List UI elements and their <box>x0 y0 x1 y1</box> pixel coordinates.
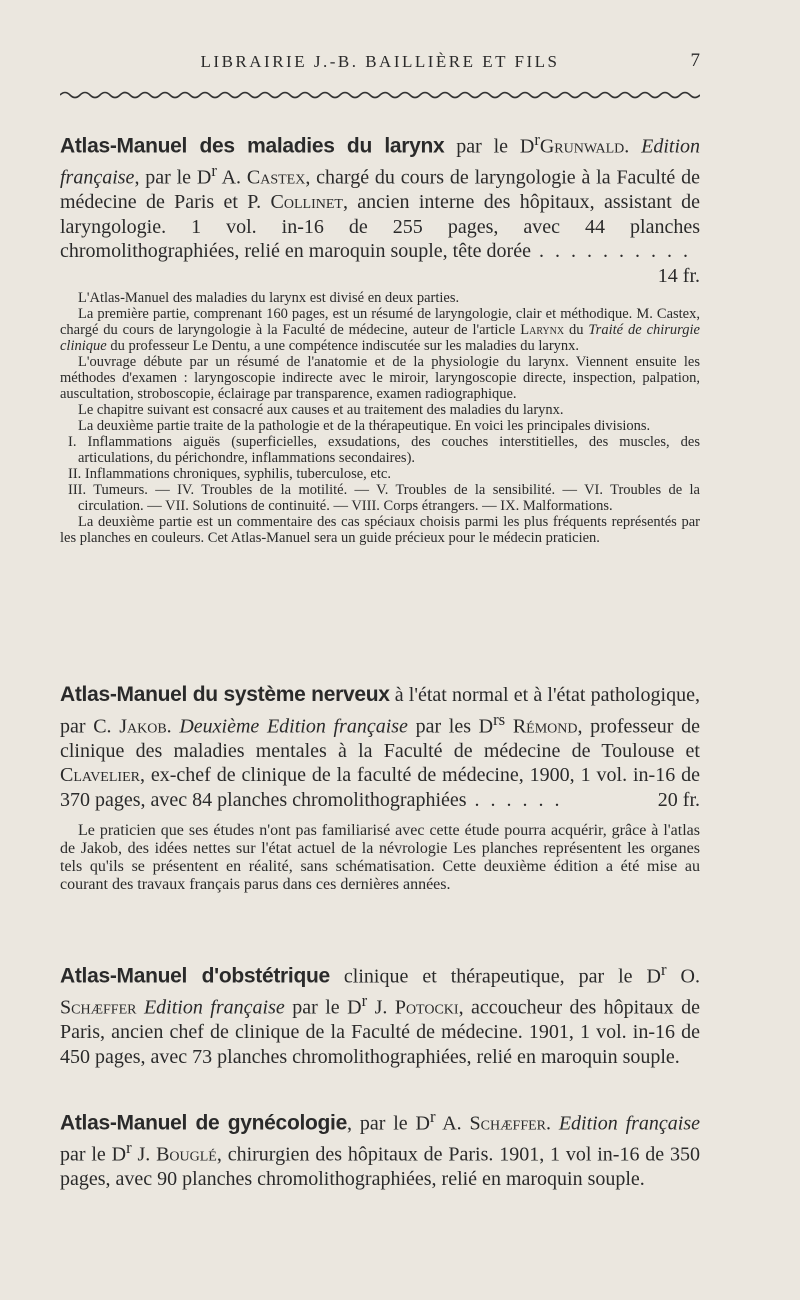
entry-gynecologie: Atlas-Manuel de gynécologie, par le $D^r$ A. Schæffer. Edition française par le $D^r$ J. Bouglé, chirurgien des hôpitaux de Paris. 1901, 1 vol in-16 de 350 pages, avec 90 planches chromolithographiées, relié en maroquin souple. <box>60 1107 701 1191</box>
translator-name: Collinet <box>270 191 343 214</box>
entry-title: Atlas-Manuel du système nerveux <box>60 683 390 706</box>
author-name: Jakob <box>119 715 167 738</box>
translator-name: Bouglé <box>156 1143 217 1166</box>
page-number: 7 <box>690 50 700 71</box>
price: 14 fr. <box>657 264 700 287</box>
translator-name: Potocki <box>394 996 459 1019</box>
translator-name: Clavelier <box>60 764 140 787</box>
page <box>60 0 700 1300</box>
entry-title: Atlas-Manuel d'obstétrique <box>60 964 330 988</box>
page-header <box>60 50 700 80</box>
author-name: Grunwald <box>539 135 625 158</box>
translator-name: Castex <box>246 166 306 189</box>
entry-systeme-nerveux-description: Le praticien que ses études n'ont pas familiarisé avec cette étude pourra acquérir, grâce à l'atlas de Jakob, des idées nettes sur l'état actuel de la névrologie Les planches représentent les organes tels qu'ils se présentent en réalité, sans schématisation. Cette deuxième édition a été mise au courant des travaux français parus dans ces dernières années. <box>60 822 700 893</box>
entry-larynx: Atlas-Manuel des maladies du larynx par le $D^rGrunwald$. Edition française, par le $D^r$ A. Castex, chargé du cours de laryngologie à la Faculté de médecine de Paris et P. Collinet, ancien interne des hôpitaux, assistant de laryngologie. 1 vol. in-16 de 255 pages, avec 44 planches chromolithographiées, relié en maroquin souple, tête dorée . . . . . . . . . . 14 fr. <box>60 130 701 287</box>
entry-obstetrique: Atlas-Manuel d'obstétrique clinique et thérapeutique, par le $D^r$ O. Schæffer Edition française par le $D^r$ J. Potocki, accoucheur des hôpitaux de Paris, ancien chef de clinique de la Faculté de médecine. 1901, 1 vol. in-16 de 450 pages, avec 73 planches chromolithographiées, relié en maroquin souple. <box>60 960 701 1068</box>
entry-title: Atlas-Manuel des maladies du larynx <box>60 134 445 158</box>
entry-larynx-description: L'Atlas-Manuel des maladies du larynx est divisé en deux parties. La première partie, comprenant 160 pages, est un résumé de laryngologie, clair et méthodique. M. Castex, chargé du cours de laryngologie à la Faculté de médecine, auteur de l'article Larynx du Traité de chirurgie clinique du professeur Le Dentu, a une compétence indiscutée sur les maladies du larynx. L'ouvrage débute par un résumé de l'anatomie et de la physiologie du larynx. Viennent ensuite les méthodes d'examen : laryngoscopie indirecte avec le miroir, laryngoscopie directe, inspection, palpation, auscultation, stroboscopie, éclairage par transparence, examen radiographique. Le chapitre suivant est consacré aux causes et au traitement des maladies du larynx. La deuxième partie traite de la pathologie et de la thérapeutique. En voici les principales divisions. I. Inflammations aiguës (superficielles, exsudations, des couches interstitielles, des muscles, des articulations, du périchondre, inflammations secondaires). II. Inflammations chroniques, syphilis, tuberculose, etc. III. Tumeurs. — IV. Troubles de la motilité. — V. Troubles de la sensibilité. — VI. Troubles de la circulation. — VII. Solutions de continuité. — VIII. Corps étrangers. — IX. Malformations. La deuxième partie est un commentaire des cas spéciaux choisis parmi les plus fréquents représentés par les planches en couleurs. Cet Atlas-Manuel sera un guide précieux pour le médecin praticien. <box>60 290 700 546</box>
entry-title: Atlas-Manuel de gynécologie <box>60 1111 347 1135</box>
edition-label: Edition française <box>558 1112 701 1135</box>
author-name: Schæffer <box>469 1112 546 1135</box>
divisions-list <box>60 434 700 514</box>
edition-label: Edition française <box>60 135 701 189</box>
list-item: II. Inflammations chroniques, syphilis, tuberculose, etc. <box>68 466 391 482</box>
running-head: LIBRAIRIE J.-B. BAILLIÈRE ET FILS <box>200 52 560 71</box>
wavy-rule-ornament <box>60 88 700 102</box>
author-name: Schæffer <box>60 996 137 1019</box>
list-item: III. Tumeurs. — IV. Troubles de la motilité. — V. Troubles de la sensibilité. — VI. Troubles de la circulation. — VII. Solutions de continuité. — VIII. Corps étrangers. — IX. Malformations. <box>68 482 700 514</box>
price: 20 fr. <box>657 788 700 811</box>
entry-systeme-nerveux: Atlas-Manuel du système nerveux à l'état normal et à l'état pathologique, par C. Jakob. Deuxième Edition française par les $D^{rs}$ Rémond, professeur de clinique des maladies mentales à la Faculté de médecine de Toulouse et Clavelier, ex-chef de clinique de la faculté de médecine, 1900, 1 vol. in-16 de 370 pages, avec 84 planches chromolithographiées . . . . . . 20 fr. <box>60 683 701 811</box>
translator-name: Rémond <box>512 715 578 738</box>
edition-label: Deuxième Edition française <box>179 715 408 738</box>
edition-label: Edition française <box>143 996 285 1019</box>
list-item: I. Inflammations aiguës (superficielles, exsudations, des couches interstitielles, des muscles, des articulations, du périchondre, inflammations secondaires). <box>68 434 700 466</box>
